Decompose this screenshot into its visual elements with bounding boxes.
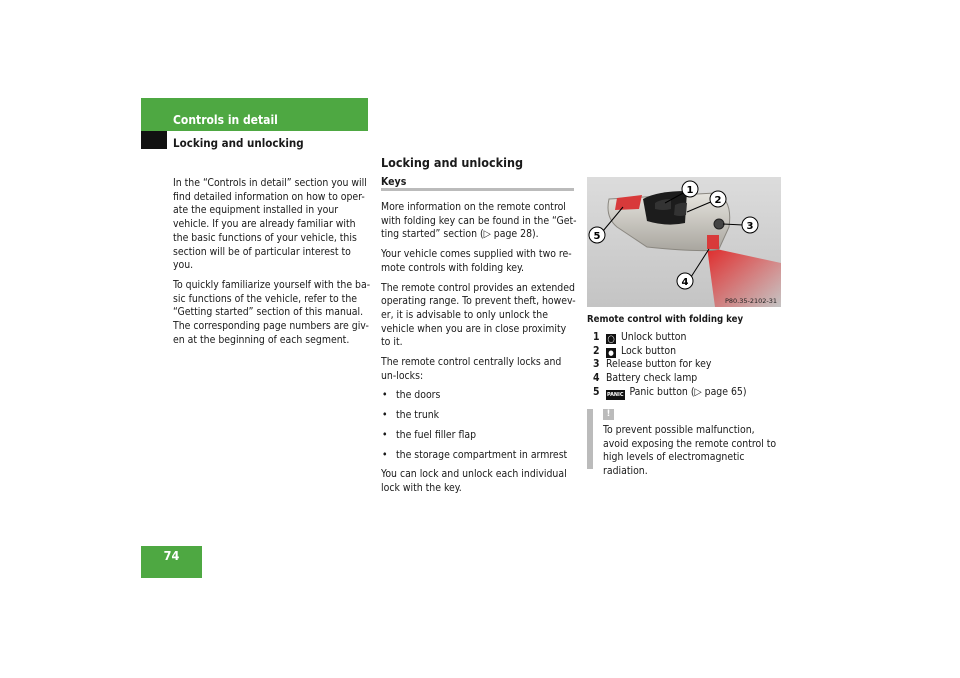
section-heading: Locking and unlocking bbox=[381, 155, 524, 170]
keys-paragraph: Your vehicle comes supplied with two re-mote controls with folding key. bbox=[381, 248, 572, 274]
keys-paragraph: The remote control centrally locks and un-locks: bbox=[381, 356, 562, 382]
callout-2: 2 bbox=[714, 195, 722, 206]
figure-legend bbox=[593, 331, 747, 400]
legend-item: 1 ◯ Unlock button bbox=[593, 331, 687, 343]
callout-5: 5 bbox=[593, 231, 601, 242]
lock-targets-list bbox=[381, 389, 577, 462]
keys-paragraph: More information on the remote control with folding key can be found in the “Get-ting started” section (▷ page 28). bbox=[381, 201, 577, 241]
intro-text bbox=[173, 177, 371, 353]
note-text: To prevent possible malfunction, avoid exposing the remote control to high levels of electromagnetic radiation. bbox=[603, 424, 777, 478]
callout-4: 4 bbox=[681, 277, 689, 288]
header-title: Controls in detail bbox=[173, 113, 278, 127]
list-item: • the trunk bbox=[381, 409, 577, 423]
keys-paragraph: You can lock and unlock each individual lock with the key. bbox=[381, 468, 567, 494]
intro-paragraph: To quickly familiarize yourself with the ba-sic functions of the vehicle, refer to the “Getting started” section of this manual. The corresponding page numbers are giv-en at the beginning of each segment. bbox=[173, 278, 371, 346]
panic-icon: PANIC bbox=[606, 391, 624, 398]
legend-item: 2 ● Lock button bbox=[593, 344, 677, 357]
intro-paragraph: In the “Controls in detail” section you will find detailed information on how to oper-ate the equipment installed in your vehicle. If you are already familiar with the basic functions of your vehicle, this section will be of particular interest to you. bbox=[173, 177, 367, 272]
warning-icon: ! bbox=[603, 409, 614, 420]
keys-subheading: Keys bbox=[381, 176, 407, 188]
unlock-icon: ◯ bbox=[607, 335, 615, 343]
list-item: • the doors bbox=[381, 389, 577, 403]
figure-code: P80.35-2102-31 bbox=[724, 297, 777, 305]
list-item: • the storage compartment in armrest bbox=[381, 449, 577, 463]
subheading-rule bbox=[381, 188, 574, 191]
figure-caption: Remote control with folding key bbox=[587, 314, 744, 325]
callout-1: 1 bbox=[686, 185, 694, 196]
page-number: 74 bbox=[163, 548, 180, 563]
remote-control-photo bbox=[587, 177, 781, 307]
lock-icon: ● bbox=[606, 348, 616, 358]
legend-item: 3 Release button for key bbox=[593, 358, 712, 371]
legend-item: 5 PANIC Panic button (▷ page 65) bbox=[593, 385, 747, 398]
callout-3: 3 bbox=[746, 221, 754, 232]
keys-text bbox=[381, 201, 577, 502]
list-item: • the fuel filler flap bbox=[381, 429, 577, 443]
note-bar bbox=[587, 409, 593, 469]
keys-paragraph: The remote control provides an extended operating range. To prevent theft, howev-er, it is advisable to only unlock the vehicle when you are in close proximity to it. bbox=[381, 281, 576, 349]
header-subtitle: Locking and unlocking bbox=[173, 136, 304, 150]
legend-item: 4 Battery check lamp bbox=[593, 372, 698, 385]
section-tab-marker bbox=[141, 131, 167, 149]
